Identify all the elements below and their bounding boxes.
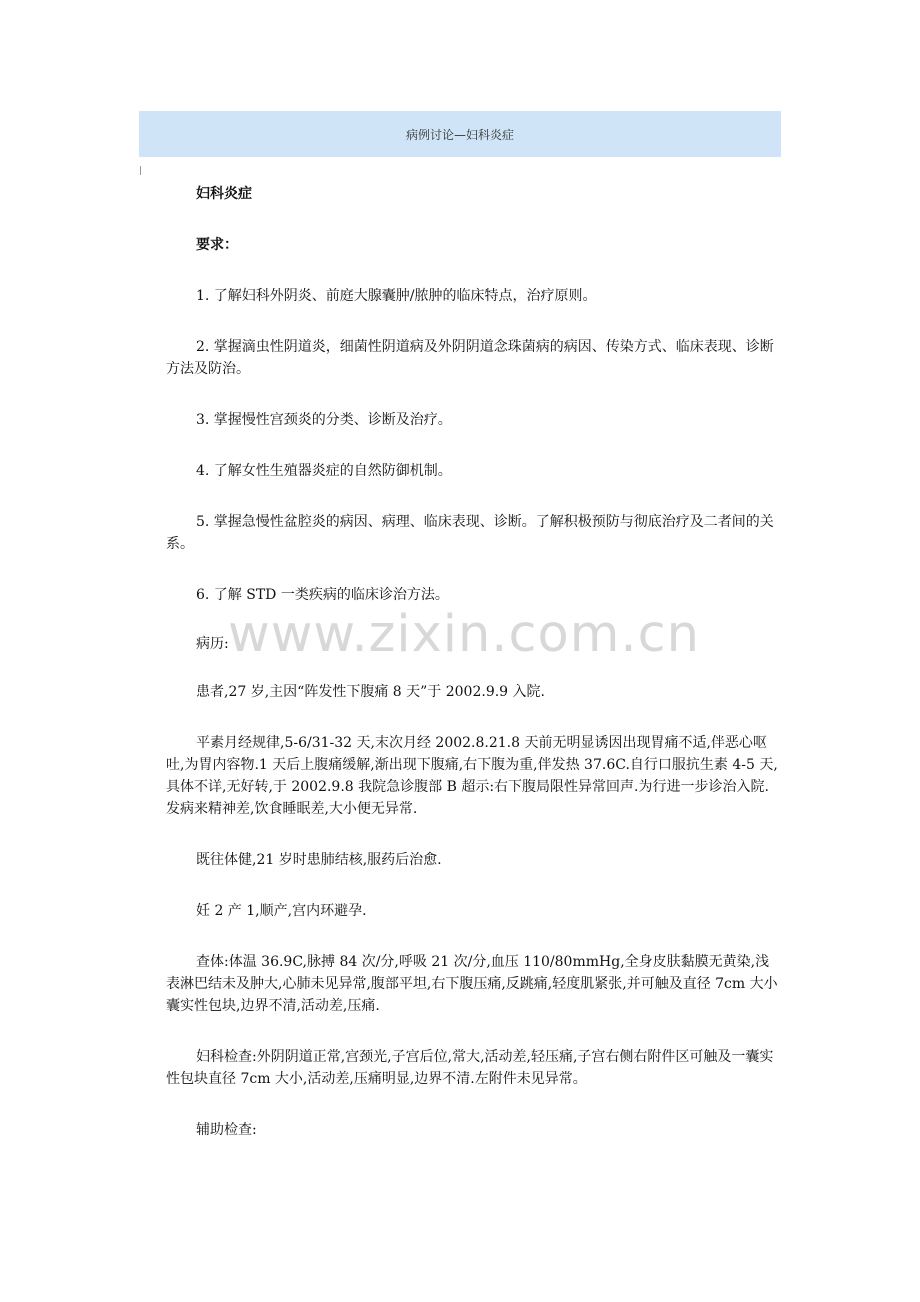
section-heading: 妇科炎症 <box>196 186 252 202</box>
requirement-item: 3. 掌握慢性宫颈炎的分类、诊断及治疗。 <box>196 412 452 428</box>
page-title: 病例讨论—妇科炎症 <box>405 127 514 142</box>
history-paragraph: 既往体健,21 岁时患肺结核,服药后治愈. <box>196 852 442 868</box>
history-label: 病历: <box>196 636 229 652</box>
history-paragraph: 患者,27 岁,主因“阵发性下腹痛 8 天”于 2002.9.9 入院. <box>196 684 545 700</box>
history-paragraph: 妇科检查:外阴阴道正常,宫颈光,子宫后位,常大,活动差,轻压痛,子宫右侧右附件区可触及一囊实性包块直径 7cm 大小,活动差,压痛明显,边界不清.左附件未见异常。 <box>166 1049 774 1087</box>
history-paragraph: 查体:体温 36.9C,脉搏 84 次/分,呼吸 21 次/分,血压 110/80mmHg,全身皮肤黏膜无黄染,浅表淋巴结未及肿大,心肺未见异常,腹部平坦,右下腹压痛,反跳痛,轻度肌紧张,并可触及直径 7cm 大小囊实性包块,边界不清,活动差,压痛. <box>166 954 778 1014</box>
title-banner <box>139 111 781 157</box>
history-paragraph: 妊 2 产 1,顺产,宫内环避孕. <box>196 903 367 919</box>
requirement-item: 4. 了解女性生殖器炎症的自然防御机制。 <box>196 463 452 479</box>
requirement-item: 2. 掌握滴虫性阴道炎，细菌性阴道病及外阴阴道念珠菌病的病因、传染方式、临床表现、诊断方法及防治。 <box>166 339 774 377</box>
history-paragraph: 辅助检查: <box>196 1122 257 1138</box>
requirement-item: 5. 掌握急慢性盆腔炎的病因、病理、临床表现、诊断。了解积极预防与彻底治疗及二者间的关系。 <box>166 514 774 552</box>
history-paragraph: 平素月经规律,5-6/31-32 天,末次月经 2002.8.21.8 天前无明显诱因出现胃痛不适,伴恶心呕吐,为胃内容物.1 天后上腹痛缓解,渐出现下腹痛,右下腹为重,伴发热 37.6C.自行口服抗生素 4-5 天,具体不详,无好转,于 2002.9.8 我院急诊腹部 B 超示:右下腹局限性异常回声.为行进一步诊治入院.发病来精神差,饮食睡眠差,大小便无异常. <box>166 735 778 817</box>
requirement-item: 6. 了解 STD 一类疾病的临床诊治方法。 <box>196 587 449 603</box>
requirements-label: 要求： <box>196 237 238 253</box>
requirement-item: 1. 了解妇科外阴炎、前庭大腺囊肿/脓肿的临床特点，治疗原则。 <box>196 288 597 304</box>
margin-mark <box>140 166 141 175</box>
watermark-text: www.zixin.com.cn <box>228 605 700 664</box>
